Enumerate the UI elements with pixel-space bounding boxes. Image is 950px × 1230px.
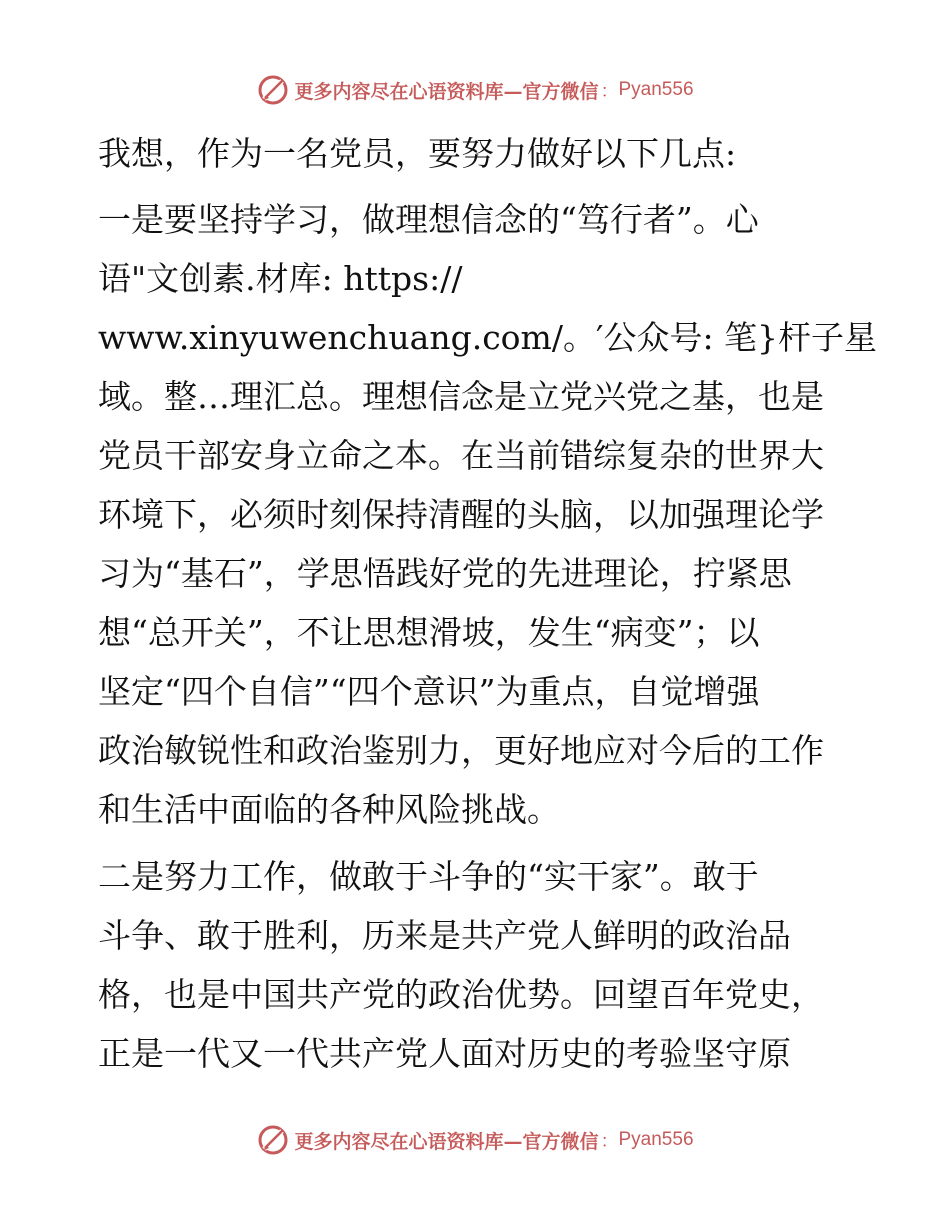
text-line: www.xinyuwenchuang.com/。′公众号: 笔}杆子星 xyxy=(98,318,878,357)
banner-wechat-id: Pyan556 xyxy=(618,1129,694,1150)
document-body xyxy=(98,124,878,1083)
text-line: 斗争、敢于胜利，历来是共产党人鲜明的政治品 xyxy=(98,916,791,955)
point-one-paragraph xyxy=(98,190,878,839)
text-line: 和生活中面临的各种风险挑战。 xyxy=(98,790,560,829)
intro-paragraph xyxy=(98,124,878,183)
text-line: 坚定“四个自信”“四个意识”为重点，自觉增强 xyxy=(98,672,760,711)
text-line: 我想，作为一名党员，要努力做好以下几点: xyxy=(98,134,737,173)
banner-wechat-id: Pyan556 xyxy=(618,79,694,100)
text-line: 一是要坚持学习，做理想信念的“笃行者”。心 xyxy=(98,200,759,239)
text-line: 习为“基石”，学思悟践好党的先进理论，拧紧思 xyxy=(98,554,792,593)
text-line: 域。整…理汇总。理想信念是立党兴党之基，也是 xyxy=(98,377,824,416)
footer-watermark-banner xyxy=(0,1118,950,1162)
banner-separator: ： xyxy=(600,1131,619,1152)
text-line: 党员干部安身立命之本。在当前错综复杂的世界大 xyxy=(98,436,824,475)
brush-logo-icon xyxy=(256,73,290,107)
banner-separator: ： xyxy=(600,81,619,102)
text-line: 政治敏锐性和政治鉴别力，更好地应对今后的工作 xyxy=(98,731,824,770)
banner-text: 更多内容尽在心语资料库—官方微信 xyxy=(294,80,599,103)
text-line: 正是一代又一代共产党人面对历史的考验坚守原 xyxy=(98,1034,791,1073)
header-watermark-banner xyxy=(0,68,950,112)
text-line: 语"文创素.材库: https:// xyxy=(98,259,463,298)
banner-text: 更多内容尽在心语资料库—官方微信 xyxy=(294,1130,599,1153)
text-line: 想“总开关”，不让思想滑坡，发生“病变”；以 xyxy=(98,613,760,652)
text-line: 格，也是中国共产党的政治优势。回望百年党史， xyxy=(98,975,824,1014)
point-two-paragraph xyxy=(98,847,878,1083)
text-line: 二是努力工作，做敢于斗争的“实干家”。敢于 xyxy=(98,857,759,896)
text-line: 环境下，必须时刻保持清醒的头脑，以加强理论学 xyxy=(98,495,824,534)
brush-logo-icon xyxy=(256,1123,290,1157)
